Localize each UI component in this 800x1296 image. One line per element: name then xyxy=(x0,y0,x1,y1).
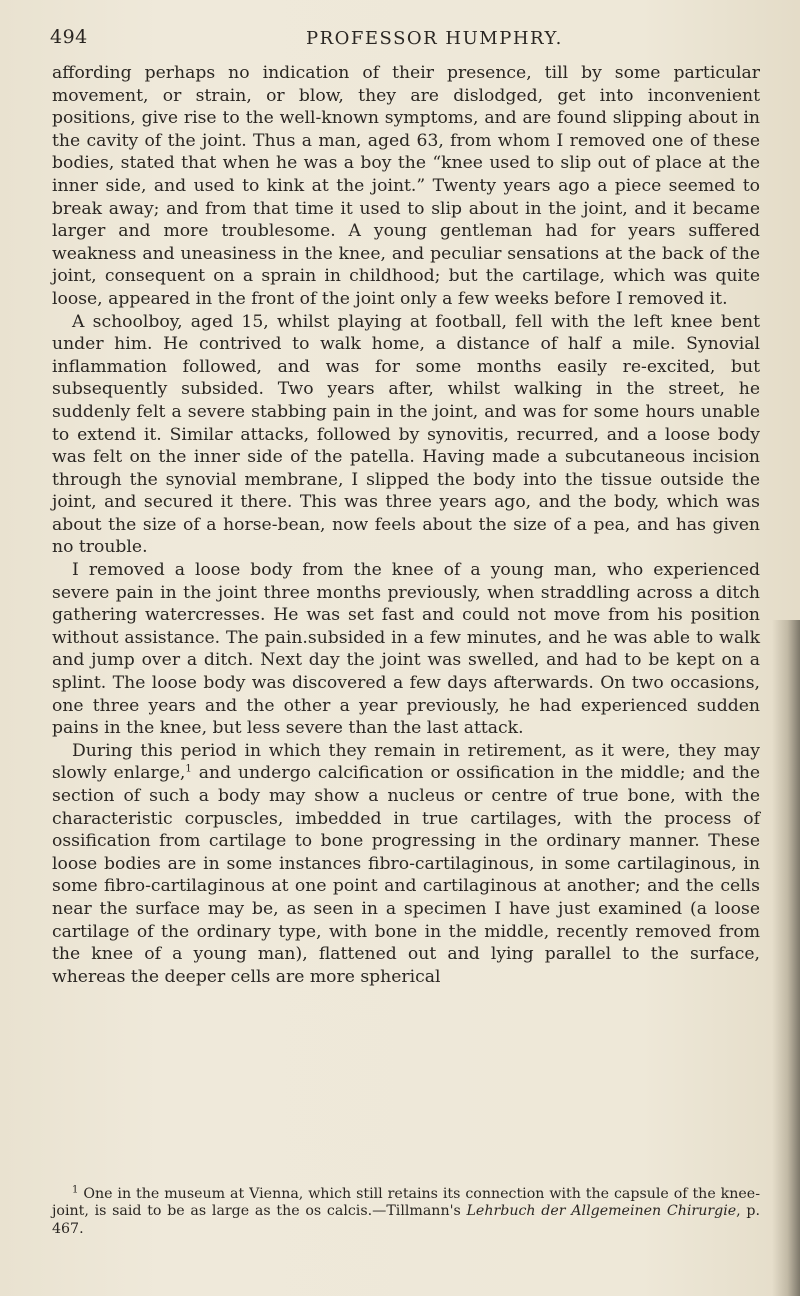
footnote-page-ref: , p. 467. xyxy=(52,1203,760,1237)
paragraph-1: affording perhaps no indication of their presence, till by some particular movement, or strain, or blow, they are dislodged, get into inconvenient positions, give rise to the well-known symptoms, and are found slipping about in the cavity of the joint. Thus a man, aged 63, from whom I removed one of these bodies, stated that when he was a boy the “knee used to slip out of place at the inner side, and used to kink at the joint.” Twenty years ago a piece seemed to break away; and from that time it used to slip about in the joint, and it became larger and more troublesome. A young gentleman had for years suffered weakness and uneasiness in the knee, and peculiar sensations at the back of the joint, consequent on a sprain in childhood; but the cartilage, which was quite loose, appeared in the front of the joint only a few weeks before I removed it. xyxy=(52,63,760,309)
footnotes xyxy=(52,1186,760,1238)
page-number: 494 xyxy=(50,26,88,48)
paragraph-2: A schoolboy, aged 15, whilst playing at football, fell with the left knee bent under him. He contrived to walk home, a distance of half a mile. Synovial inflammation followed, and was for some months easily re-excited, but subsequently subsided. Two years after, whilst walking in the street, he suddenly felt a severe stabbing pain in the joint, and was for some hours unable to extend it. Similar attacks, followed by synovitis, recurred, and a loose body was felt on the inner side of the patella. Having made a subcutaneous incision through the synovial membrane, I slipped the body into the tissue outside the joint, and secured it there. This was three years ago, and the body, which was about the size of a horse-bean, now feels about the size of a pea, and has given no trouble. xyxy=(52,311,760,558)
footnote-1 xyxy=(52,1186,760,1238)
paragraph-3: I removed a loose body from the knee of a young man, who experienced severe pain in the joint three months previously, when straddling across a ditch gathering watercresses. He was set fast and could not move from his position without assistance. The pain.subsided in a few minutes, and he was able to walk and jump over a ditch. Next day the joint was swelled, and had to be kept on a splint. The loose body was discovered a few days afterwards. On two occasions, one three years and the other a year previously, he had experienced sudden pains in the knee, but less severe than the last attack. xyxy=(52,560,760,739)
footnote-text: One in the museum at Vienna, which still retains its connection with the capsule of the knee-joint, is said to be as large as the os calcis.—Tillmann's xyxy=(52,1186,760,1220)
running-head: PROFESSOR HUMPHRY. xyxy=(306,28,563,49)
page-header xyxy=(50,26,750,56)
footnote-marker: 1 xyxy=(72,1184,79,1196)
paragraph-4-start: During this period in which they remain in retirement, as it were, they may slowly enlarge, xyxy=(52,740,760,784)
footnote-reference: 1 xyxy=(185,763,192,775)
body-text xyxy=(52,62,760,988)
page-edge-shadow xyxy=(772,620,800,1296)
footnote-book-title: Lehrbuch der Allgemeinen Chirurgie xyxy=(466,1203,737,1220)
paragraph-4 xyxy=(52,740,760,989)
paragraph-4-end: and undergo calcification or ossification in the middle; and the section of such a body may show a nucleus or centre of true bone, with the characteristic corpuscles, imbedded in true cartilages, with the process of ossification from cartilage to bone progressing in the ordinary manner. These loose bodies are in some instances fibro-cartilaginous, in some cartilaginous, in some fibro-cartilaginous at one point and cartilaginous at another; and the cells near the surface may be, as seen in a specimen I have just examined (a loose cartilage of the ordinary type, with bone in the middle, recently removed from the knee of a young man), flattened out and lying parallel to the surface, whereas the deeper cells are more spherical xyxy=(52,763,760,987)
